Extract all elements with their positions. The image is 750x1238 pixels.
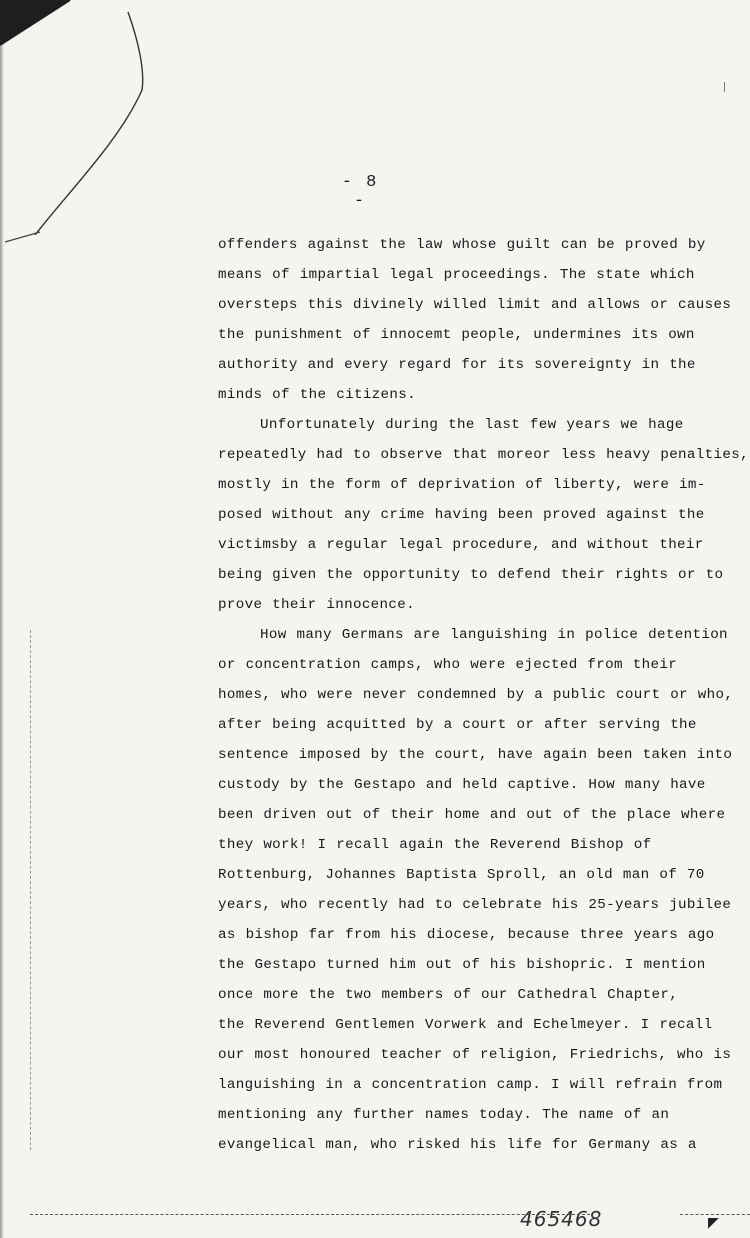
text-line: authority and every regard for its sovereignty in the	[218, 357, 696, 373]
text-line: Unfortunately during the last few years we hage	[260, 417, 684, 433]
text-line: after being acquitted by a court or after serving the	[218, 717, 697, 733]
text-line: as bishop far from his diocese, because three years ago	[218, 927, 715, 943]
text-line: repeatedly had to observe that moreor less heavy penalties,	[218, 447, 749, 463]
text-line: being given the opportunity to defend their rights or to	[218, 567, 724, 583]
text-line: posed without any crime having been proved against the	[218, 507, 705, 523]
bottom-dashed-rule	[30, 1214, 590, 1215]
text-line: or concentration camps, who were ejected from their	[218, 657, 678, 673]
text-line: victimsby a regular legal procedure, and without their	[218, 537, 704, 553]
text-line: prove their innocence.	[218, 597, 416, 613]
corner-mark-icon: ◤	[708, 1214, 719, 1234]
text-line: mostly in the form of deprivation of liberty, were im-	[218, 477, 706, 493]
document-stamp-number: 465468	[520, 1207, 603, 1231]
text-line: they work! I recall again the Reverend Bishop of	[218, 837, 652, 853]
text-line: languishing in a concentration camp. I will refrain from	[218, 1077, 723, 1093]
folded-corner-mark	[0, 0, 160, 250]
text-line: evangelical man, who risked his life for Germany as a	[218, 1137, 697, 1153]
text-line: our most honoured teacher of religion, Friedrichs, who is	[218, 1047, 732, 1063]
margin-dots	[30, 630, 31, 1150]
text-line: the Reverend Gentlemen Vorwerk and Echelmeyer. I recall	[218, 1017, 713, 1033]
text-line: Rottenburg, Johannes Baptista Sproll, an old man of 70	[218, 867, 705, 883]
margin-tick	[716, 82, 725, 92]
text-line: the punishment of innocemt people, undermines its own	[218, 327, 695, 343]
text-line: the Gestapo turned him out of his bishopric. I mention	[218, 957, 706, 973]
text-line: homes, who were never condemned by a public court or who,	[218, 687, 734, 703]
text-line: custody by the Gestapo and held captive. How many have	[218, 777, 706, 793]
text-line: years, who recently had to celebrate his 25-years jubilee	[218, 897, 732, 913]
text-line: minds of the citizens.	[218, 387, 417, 403]
text-line: mentioning any further names today. The name of an	[218, 1107, 670, 1123]
text-line: oversteps this divinely willed limit and allows or causes	[218, 297, 732, 313]
text-line: offenders against the law whose guilt can be proved by	[218, 237, 706, 253]
body-text	[218, 230, 748, 1160]
text-line: sentence imposed by the court, have again been taken into	[218, 747, 733, 763]
text-line: How many Germans are languishing in police detention	[260, 627, 728, 643]
text-line: once more the two members of our Cathedral Chapter,	[218, 987, 679, 1003]
page-number: - 8 -	[341, 173, 379, 211]
text-line: means of impartial legal proceedings. The state which	[218, 267, 695, 283]
text-line: been driven out of their home and out of the place where	[218, 807, 726, 823]
